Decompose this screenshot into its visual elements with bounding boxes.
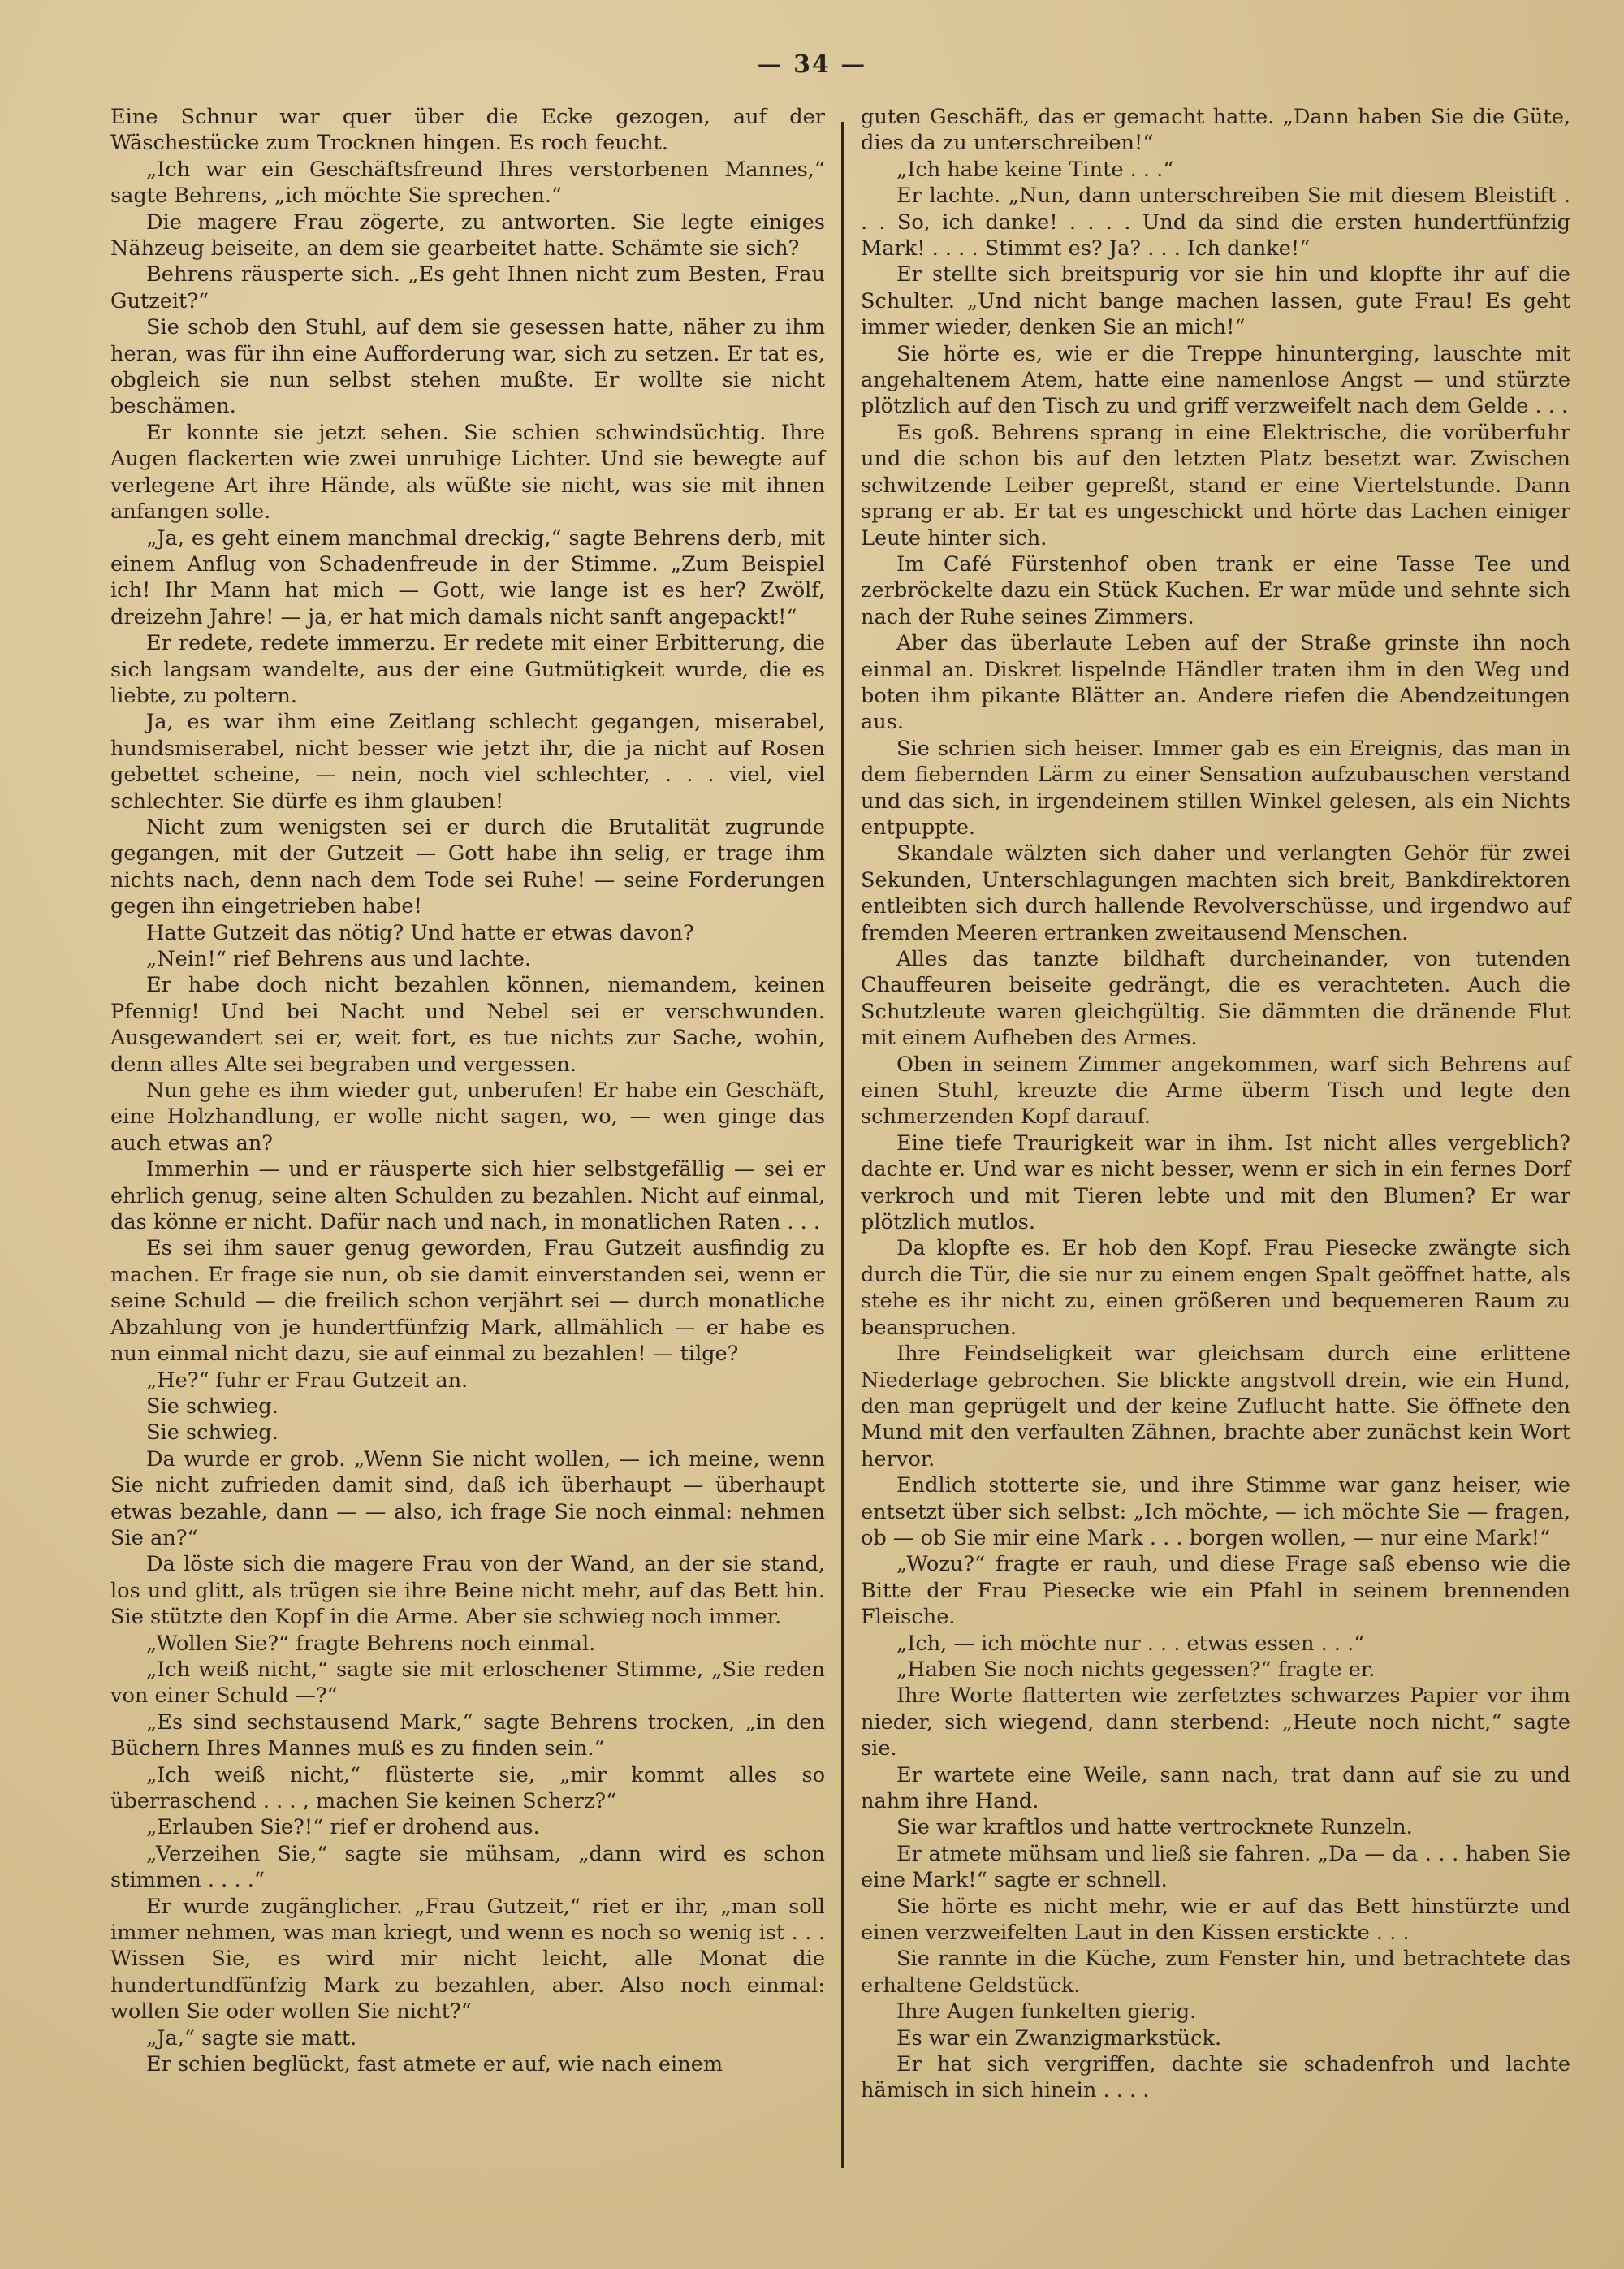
paragraph: Oben in seinem Zimmer angekommen, warf sich Behrens auf einen Stuhl, kreuzte die Arme überm Tisch und legte den schmerzenden Kopf darauf.	[861, 1052, 1570, 1130]
paragraph: Da wurde er grob. „Wenn Sie nicht wollen, — ich meine, wenn Sie nicht zufrieden damit sind, daß ich überhaupt — überhaupt etwas bezahle, dann — — also, ich frage Sie noch einmal: nehmen Sie an?“	[110, 1446, 825, 1550]
paragraph: Sie hörte es nicht mehr, wie er auf das Bett hinstürzte und einen verzweifelten Laut in den Kissen erstickte . . .	[861, 1894, 1570, 1946]
paragraph: Er lachte. „Nun, dann unterschreiben Sie mit diesem Bleistift . . . So, ich danke! . . . . Und da sind die ersten hundertfünfzig Mark! . . . . Stimmt es? Ja? . . . Ich danke!“	[861, 184, 1570, 261]
paragraph: Da klopfte es. Er hob den Kopf. Frau Piesecke zwängte sich durch die Tür, die sie nur zu einem engen Spalt geöffnet hatte, als stehe es ihr nicht zu, einen größeren und bequemeren Raum zu beanspruchen.	[861, 1236, 1570, 1340]
paragraph: Es goß. Behrens sprang in eine Elektrische, die vorüberfuhr und die schon bis auf den letzten Platz besetzt war. Zwischen schwitzende Leiber gepreßt, stand er eine Viertelstunde. Dann sprang er ab. Er tat es ungeschickt und hörte das Lachen einiger Leute hinter sich.	[861, 420, 1570, 551]
paragraph: guten Geschäft, das er gemacht hatte. „Dann haben Sie die Güte, dies da zu unterschreiben!“	[861, 105, 1570, 156]
paragraph: Es sei ihm sauer genug geworden, Frau Gutzeit ausfindig zu machen. Er frage sie nun, ob sie damit einverstanden sei, wenn er seine Schuld — die freilich schon verjährt sei — durch monatliche Abzahlung von je hundertfünfzig Mark, allmählich — er habe es nun einmal nicht dazu, sie auf einmal zu bezahlen! — tilge?	[110, 1236, 825, 1367]
paragraph: „Ja,“ sagte sie matt.	[146, 2025, 357, 2051]
paragraph: „Verzeihen Sie,“ sagte sie mühsam, „dann wird es schon stimmen . . . .“	[110, 1841, 825, 1893]
paragraph: Er schien beglückt, fast atmete er auf, wie nach einem	[146, 2052, 723, 2077]
paragraph: Skandale wälzten sich daher und verlangten Gehör für zwei Sekunden, Unterschlagungen machten sich breit, Bankdirektoren entleibten sich durch hallende Revolverschüsse, und irgendwo auf fremden Meeren ertranken zweitausend Menschen.	[861, 841, 1570, 945]
page-number: — 34 —	[757, 50, 867, 79]
paragraph: Behrens räusperte sich. „Es geht Ihnen nicht zum Besten, Frau Gutzeit?“	[110, 262, 825, 313]
paragraph: „Haben Sie noch nichts gegessen?“ fragte er.	[896, 1657, 1376, 1682]
paragraph: Hatte Gutzeit das nötig? Und hatte er etwas davon?	[146, 920, 694, 945]
paragraph: Ihre Worte flatterten wie zerfetztes schwarzes Papier vor ihm nieder, sich wiegend, dann sterbend: „Heute noch nicht,“ sagte sie.	[861, 1683, 1570, 1761]
paragraph: Er wartete eine Weile, sann nach, trat dann auf sie zu und nahm ihre Hand.	[861, 1762, 1570, 1813]
paragraph: Immerhin — und er räusperte sich hier selbstgefällig — sei er ehrlich genug, seine alten Schulden zu bezahlen. Nicht auf einmal, das könne er nicht. Dafür nach und nach, in monatlichen Raten . . .	[110, 1157, 825, 1235]
paragraph: Eine Schnur war quer über die Ecke gezogen, auf der Wäschestücke zum Trocknen hingen. Es roch feucht.	[110, 105, 825, 156]
right-text-column	[861, 104, 1570, 2104]
paragraph: Ja, es war ihm eine Zeitlang schlecht gegangen, miserabel, hundsmiserabel, nicht besser wie jetzt ihr, die ja nicht auf Rosen gebettet scheine, — nein, noch viel schlechter, . . . viel, viel schlechter. Sie dürfe es ihm glauben!	[110, 710, 825, 814]
paragraph: Er stellte sich breitspurig vor sie hin und klopfte ihr auf die Schulter. „Und nicht bange machen lassen, gute Frau! Es geht immer wieder, denken Sie an mich!“	[861, 262, 1570, 340]
paragraph: Sie schrien sich heiser. Immer gab es ein Ereignis, das man in dem fiebernden Lärm zu einer Sensation aufzubauschen verstand und das sich, in irgendeinem stillen Winkel gelesen, als ein Nichts entpuppte.	[861, 736, 1570, 840]
paragraph: Eine tiefe Traurigkeit war in ihm. Ist nicht alles vergeblich? dachte er. Und war es nicht besser, wenn er sich in ein fernes Dorf verkroch und mit Tieren lebte und mit den Blumen? Er war plötzlich mutlos.	[861, 1130, 1570, 1235]
paragraph: Da löste sich die magere Frau von der Wand, an der sie stand, los und glitt, als trügen sie ihre Beine nicht mehr, auf das Bett hin. Sie stützte den Kopf in die Arme. Aber sie schwieg noch immer.	[110, 1552, 825, 1630]
paragraph: „Ich war ein Geschäftsfreund Ihres verstorbenen Mannes,“ sagte Behrens, „ich möchte Sie sprechen.“	[110, 157, 825, 209]
paragraph: Er habe doch nicht bezahlen können, niemandem, keinen Pfennig! Und bei Nacht und Nebel sei er verschwunden. Ausgewandert sei er, weit fort, es tue nichts zur Sache, wohin, denn alles Alte sei begraben und vergessen.	[110, 973, 825, 1077]
paragraph: Nun gehe es ihm wieder gut, unberufen! Er habe ein Geschäft, eine Holzhandlung, er wolle nicht sagen, wo, — wen ginge das auch etwas an?	[110, 1078, 825, 1156]
paragraph: „Es sind sechstausend Mark,“ sagte Behrens trocken, „in den Büchern Ihres Mannes muß es zu finden sein.“	[110, 1709, 825, 1761]
paragraph: „Ich weiß nicht,“ flüsterte sie, „mir kommt alles so überraschend . . . , machen Sie keinen Scherz?“	[110, 1762, 825, 1813]
paragraph: „Wollen Sie?“ fragte Behrens noch einmal.	[146, 1631, 596, 1656]
paragraph: Im Café Fürstenhof oben trank er eine Tasse Tee und zerbröckelte dazu ein Stück Kuchen. Er war müde und sehnte sich nach der Ruhe seines Zimmers.	[861, 551, 1570, 629]
paragraph: Sie schob den Stuhl, auf dem sie gesessen hatte, näher zu ihm heran, was für ihn eine Aufforderung war, sich zu setzen. Er tat es, obgleich sie nun selbst stehen mußte. Er wollte sie nicht beschämen.	[110, 315, 825, 419]
paragraph: „He?“ fuhr er Frau Gutzeit an.	[146, 1368, 469, 1393]
paragraph: „Ich habe keine Tinte . . .“	[896, 157, 1174, 182]
paragraph: Sie schwieg.	[146, 1394, 279, 1419]
paragraph: Sie war kraftlos und hatte vertrocknete Runzeln.	[896, 1815, 1413, 1840]
paragraph: Er konnte sie jetzt sehen. Sie schien schwindsüchtig. Ihre Augen flackerten wie zwei unruhige Lichter. Und sie bewegte auf verlegene Art ihre Hände, als wüßte sie nicht, was sie mit ihnen anfangen solle.	[110, 420, 825, 525]
paragraph: Alles das tanzte bildhaft durcheinander, von tutenden Chauffeuren beiseite gedrängt, die es verachteten. Auch die Schutzleute waren gleichgültig. Sie dämmten die dränende Flut mit einem Aufheben des Armes.	[861, 947, 1570, 1051]
paragraph: „Ich, — ich möchte nur . . . etwas essen . . .“	[896, 1631, 1365, 1656]
paragraph: „Wozu?“ fragte er rauh, und diese Frage saß ebenso wie die Bitte der Frau Piesecke wie ein Pfahl in seinem brennenden Fleische.	[861, 1552, 1570, 1630]
paragraph: „Nein!“ rief Behrens aus und lachte.	[146, 947, 532, 971]
paragraph: Er wurde zugänglicher. „Frau Gutzeit,“ riet er ihr, „man soll immer nehmen, was man kriegt, und wenn es noch so wenig ist . . . Wissen Sie, es wird mir nicht leicht, alle Monat die hundertundfünfzig Mark zu bezahlen, aber. Also noch einmal: wollen Sie oder wollen Sie nicht?“	[110, 1894, 825, 2025]
paragraph: Die magere Frau zögerte, zu antworten. Sie legte einiges Nähzeug beiseite, an dem sie gearbeitet hatte. Schämte sie sich?	[110, 210, 825, 261]
paragraph: „Ja, es geht einem manchmal dreckig,“ sagte Behrens derb, mit einem Anflug von Schadenfreude in der Stimme. „Zum Beispiel ich! Ihr Mann hat mich — Gott, wie lange ist es her? Zwölf, dreizehn Jahre! — ja, er hat mich damals nicht sanft angepackt!“	[110, 525, 825, 629]
paragraph: Sie rannte in die Küche, zum Fenster hin, und betrachtete das erhaltene Geldstück.	[861, 1947, 1570, 1998]
paragraph: Aber das überlaute Leben auf der Straße grinste ihn noch einmal an. Diskret lispelnde Händler traten ihm in den Weg und boten ihm pikante Blätter an. Andere riefen die Abendzeitungen aus.	[861, 631, 1570, 735]
paragraph: Nicht zum wenigsten sei er durch die Brutalität zugrunde gegangen, mit der Gutzeit — Gott habe ihn selig, er trage ihm nichts nach, denn nach dem Tode sei Ruhe! — seine Forderungen gegen ihn eingetrieben habe!	[110, 815, 825, 919]
paragraph: „Ich weiß nicht,“ sagte sie mit erloschener Stimme, „Sie reden von einer Schuld —?“	[110, 1657, 825, 1709]
paragraph: Er hat sich vergriffen, dachte sie schadenfroh und lachte hämisch in sich hinein . . . .	[861, 2052, 1570, 2103]
paragraph: Sie schwieg.	[146, 1420, 279, 1446]
column-divider	[841, 122, 844, 2168]
left-text-column	[110, 104, 825, 2077]
paragraph: „Erlauben Sie?!“ rief er drohend aus.	[146, 1815, 540, 1840]
paragraph: Endlich stotterte sie, und ihre Stimme war ganz heiser, wie entsetzt über sich selbst: „Ich möchte, — ich möchte Sie — fragen, ob — ob Sie mir eine Mark . . . borgen wollen, — nur eine Mark!“	[861, 1473, 1570, 1550]
paragraph: Er atmete mühsam und ließ sie fahren. „Da — da . . . haben Sie eine Mark!“ sagte er schnell.	[861, 1841, 1570, 1893]
paragraph: Sie hörte es, wie er die Treppe hinunterging, lauschte mit angehaltenem Atem, hatte eine namenlose Angst — und stürzte plötzlich auf den Tisch zu und griff verzweifelt nach dem Gelde . . .	[861, 341, 1570, 419]
paragraph: Er redete, redete immerzu. Er redete mit einer Erbitterung, die sich langsam wandelte, aus der eine Gutmütigkeit wurde, die es liebte, zu poltern.	[110, 631, 825, 708]
paragraph: Ihre Augen funkelten gierig.	[896, 1999, 1197, 2025]
paragraph: Ihre Feindseligkeit war gleichsam durch eine erlittene Niederlage gebrochen. Sie blickte angstvoll drein, wie ein Hund, den man geprügelt und der keine Zuflucht hatte. Sie öffnete den Mund mit den verfaulten Zähnen, brachte aber zunächst kein Wort hervor.	[861, 1342, 1570, 1472]
paragraph: Es war ein Zwanzigmarkstück.	[896, 2025, 1222, 2051]
